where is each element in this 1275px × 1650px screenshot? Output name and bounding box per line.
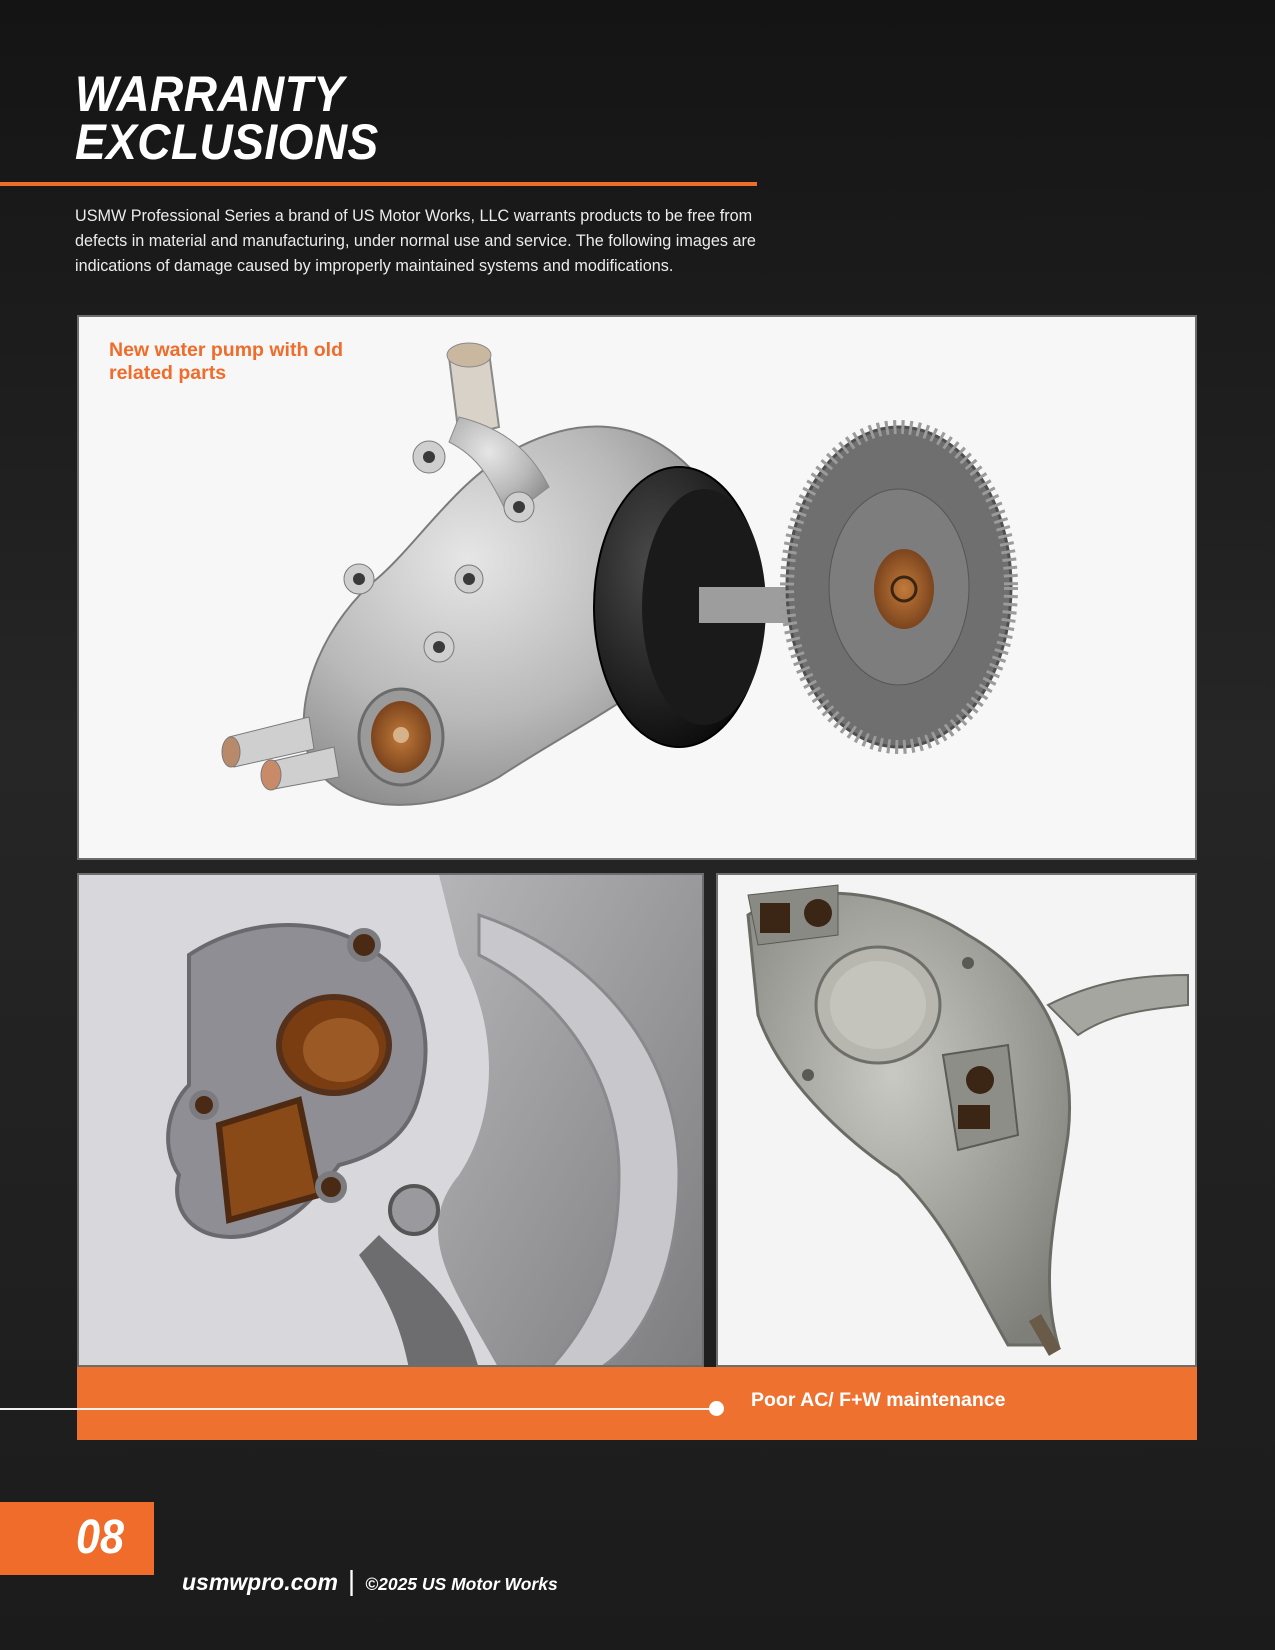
banner-caption: Poor AC/ F+W maintenance	[751, 1389, 1006, 1411]
page-number-tab	[0, 1502, 154, 1575]
title-line-2: EXCLUSIONS	[75, 114, 379, 170]
corroded-port-closeup-photo	[77, 873, 704, 1367]
title-line-1: WARRANTY	[75, 66, 345, 122]
page-title	[75, 66, 379, 170]
water-pump-photo	[77, 315, 1197, 860]
page-number: 08	[76, 1511, 125, 1564]
used-water-pump-illustration	[718, 875, 1197, 1367]
footer-separator: |	[347, 1565, 356, 1596]
title-underline	[0, 182, 757, 186]
footer-copyright: ©2025 US Motor Works	[365, 1574, 558, 1594]
footer-url-link[interactable]: usmwpro.com	[182, 1569, 338, 1595]
water-pump-illustration	[79, 317, 1197, 860]
timeline-line	[0, 1408, 715, 1410]
used-water-pump-photo	[716, 873, 1197, 1367]
timeline-dot	[709, 1401, 724, 1416]
footer	[182, 1565, 558, 1597]
intro-paragraph: USMW Professional Series a brand of US Motor Works, LLC warrants products to be free from defects in material and manufacturing, under normal use and service. The following images are indications of damage caused by improperly maintained systems and modifications.	[75, 207, 756, 275]
corroded-port-illustration	[79, 875, 704, 1367]
top-photo-caption: New water pump with old related parts	[109, 339, 344, 384]
caption-banner	[77, 1367, 1197, 1440]
